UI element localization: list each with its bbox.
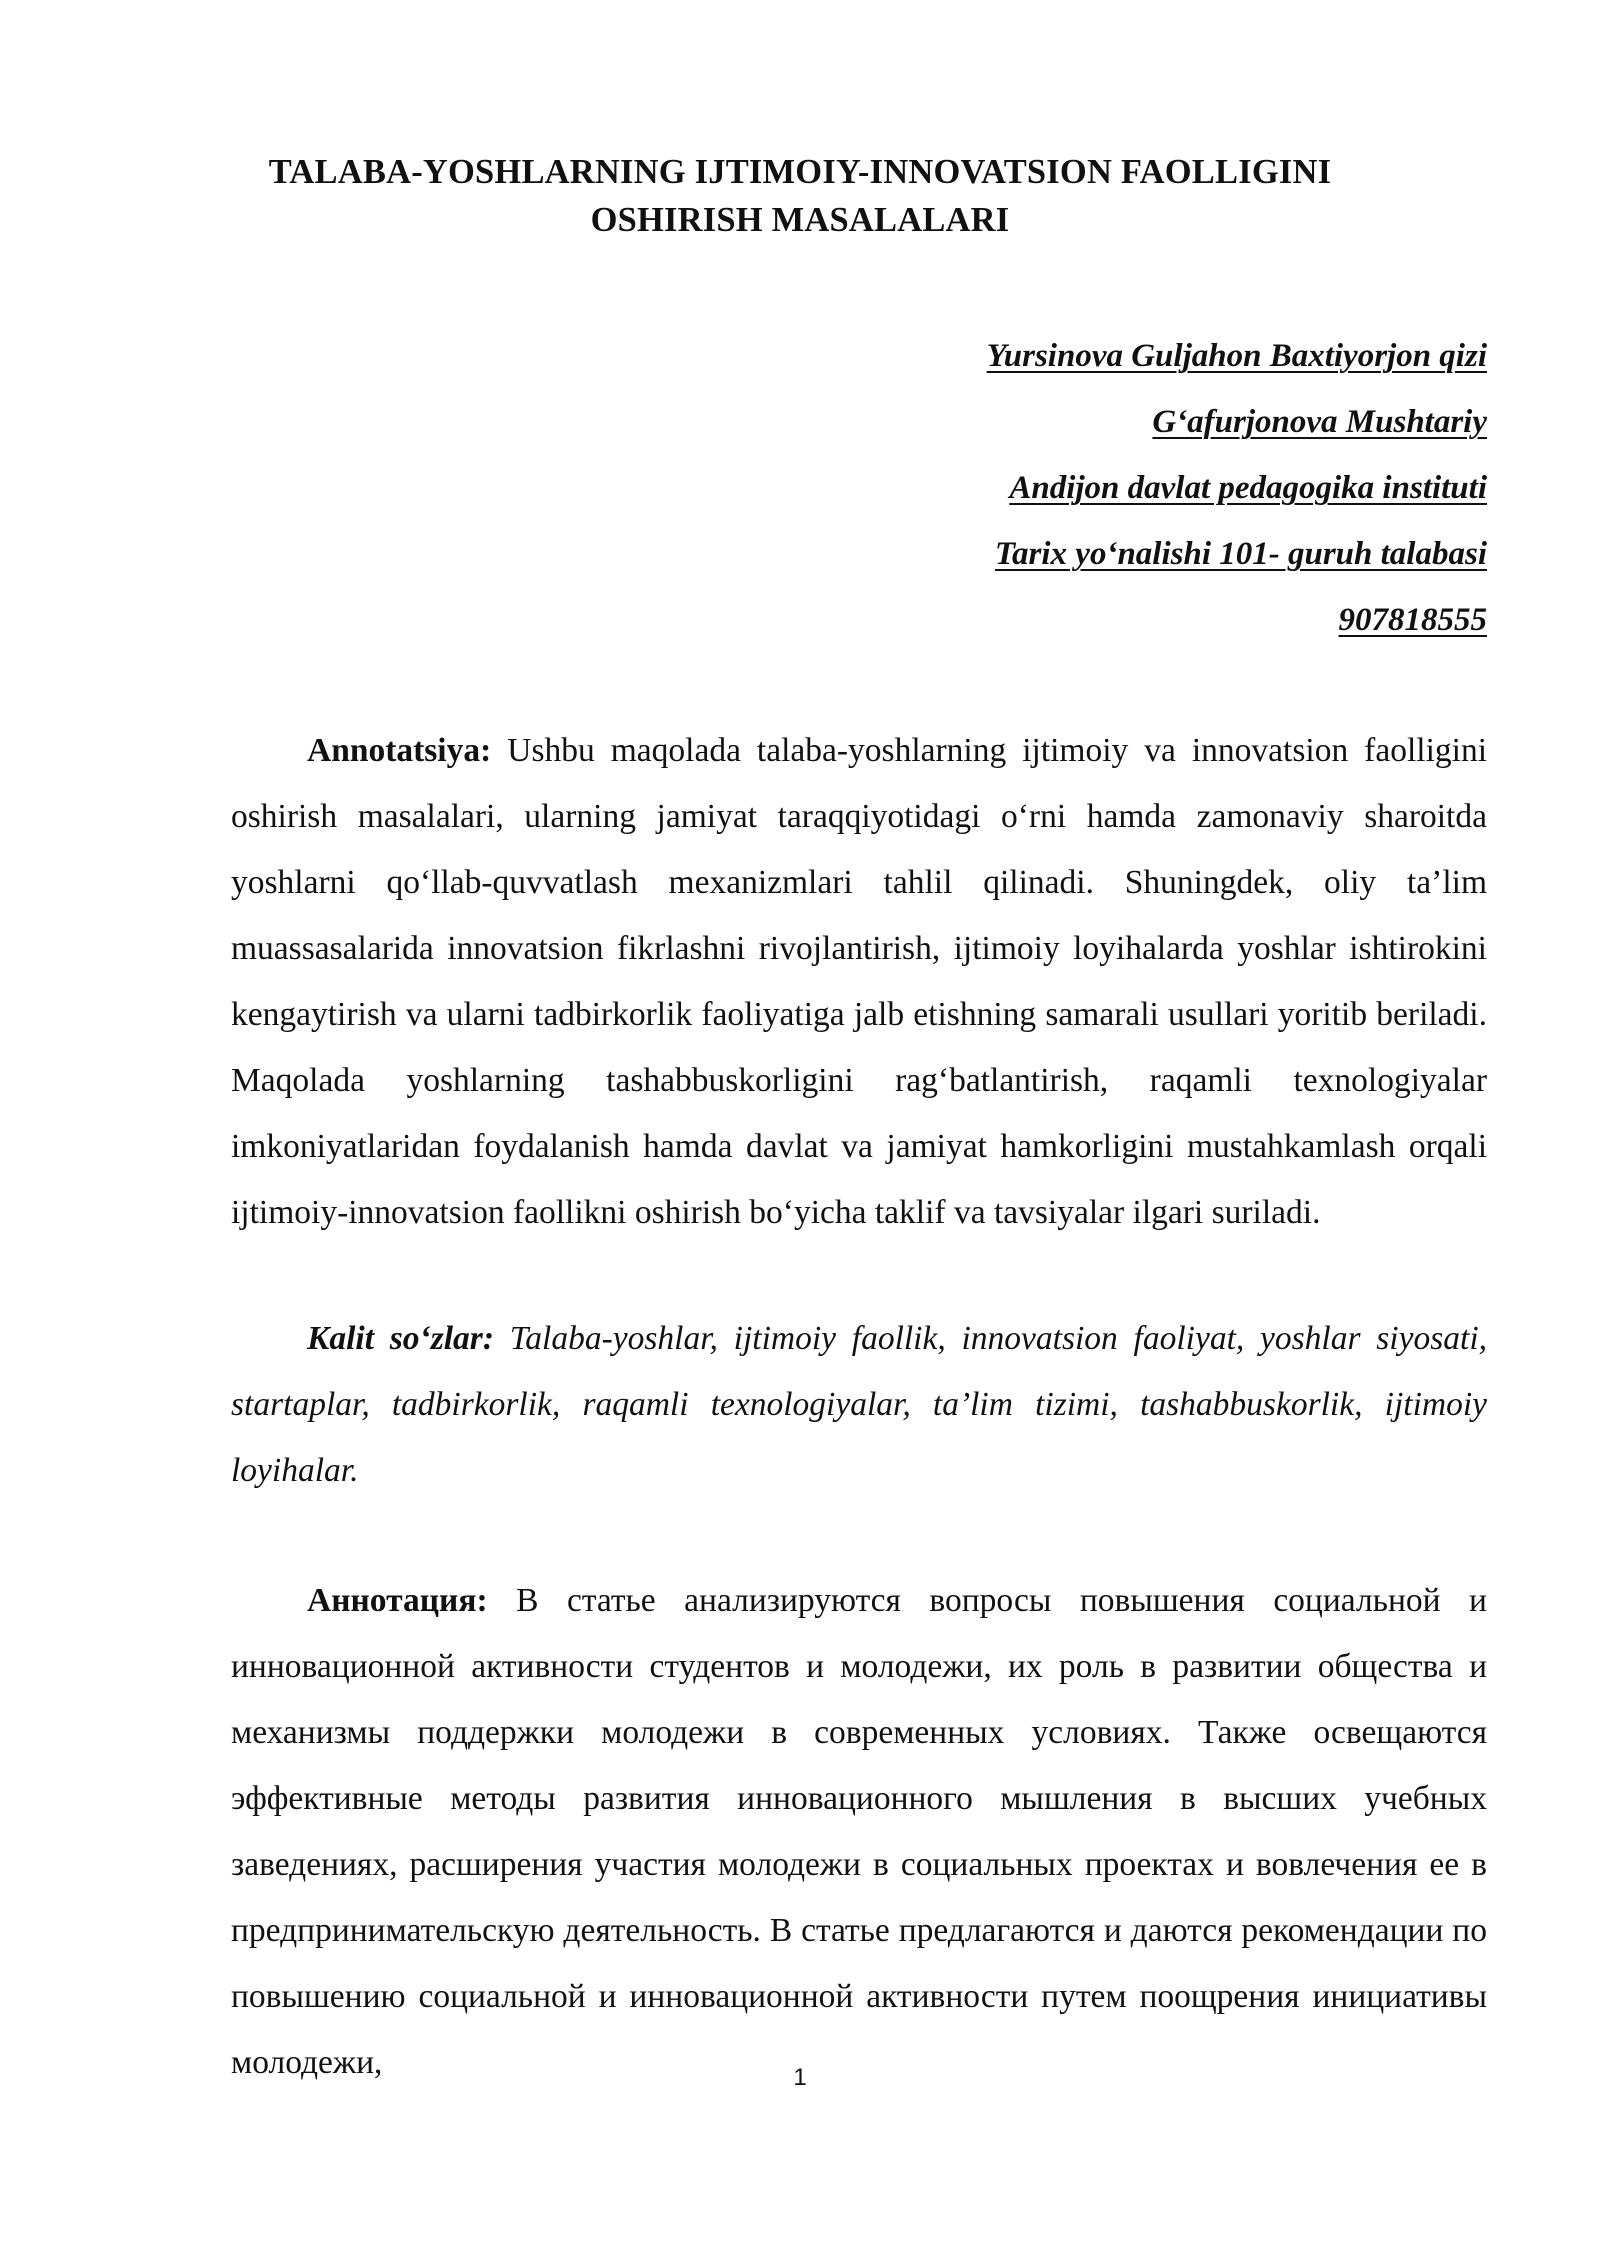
author-block [587,334,1487,664]
abstract-uzbek-text: Ushbu maqolada talaba-yoshlarning ijtimoiy va innovatsion faolligini oshirish masalalari, ularning jamiyat taraqqiyotidagi o‘rni hamda zamonaviy sharoitda yoshlarni qo‘llab-quvvatlash mexanizmlari tahlil qilinadi. Shuningdek, oliy ta’lim muassasalarida innovatsion fikrlashni rivojlantirish, ijtimoiy loyihalarda yoshlar ishtirokini kengaytirish va ularni tadbirkorlik faoliyatiga jalb etishning samarali usullari yoritib beriladi. Maqolada yoshlarning tashabbuskorligini rag‘batlantirish, raqamli texnologiyalar imkoniyatlaridan foydalanish hamda davlat va jamiyat hamkorligini mustahkamlash orqali ijtimoiy-innovatsion faollikni oshirish bo‘yicha taklif va tavsiyalar ilgari suriladi. [231,732,1487,1231]
author-institution: Andijon davlat pedagogika instituti [1009,470,1487,506]
article-title [150,148,1450,244]
keywords-section [231,1306,1487,1504]
article-title-line-2: OSHIRISH MASALALARI [590,201,1010,239]
author-group: Tarix yo‘nalishi 101- guruh talabasi [994,536,1487,572]
author-name-2: G‘afurjonova Mushtariy [1152,404,1487,440]
abstract-russian-label: Аннотация: [307,1582,488,1619]
abstract-russian-text: В статье анализируются вопросы повышения социальной и инновационной активности студентов и молодежи, их роль в развитии общества и механизмы поддержки молодежи в современных условиях. Также освещаются эффективные методы развития инновационного мышления в высших учебных заведениях, расширения участия молодежи в социальных проектах и вовлечения ее в предпринимательскую деятельность. В статье предлагаются и даются рекомендации по повышению социальной и инновационной активности путем поощрения инициативы молодежи, [231,1582,1487,2081]
author-phone: 907818555 [1338,602,1487,638]
article-title-line-1: TALABA-YOSHLARNING IJTIMOIY-INNOVATSION FAOLLIGINI [268,153,1332,191]
keywords-text: Talaba-yoshlar, ijtimoiy faollik, innovatsion faoliyat, yoshlar siyosati, startaplar, tadbirkorlik, raqamli texnologiyalar, ta’lim tizimi, tashabbuskorlik, ijtimoiy loyihalar. [231,1320,1488,1489]
abstract-uzbek-label: Annotatsiya: [307,732,492,769]
abstract-uzbek [231,718,1487,1246]
author-name-1: Yursinova Guljahon Baxtiyorjon qizi [986,338,1487,374]
abstract-russian [231,1568,1487,2096]
keywords-label: Kalit so‘zlar: [307,1320,494,1357]
page-number: 1 [793,2064,807,2091]
